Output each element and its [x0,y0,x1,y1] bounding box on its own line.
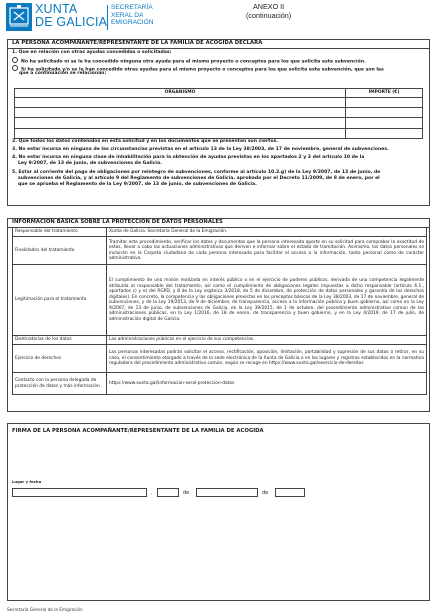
row-label: Legitimación para el tratamiento [13,265,107,336]
signature-title: FIRMA DE LA PERSONA ACOMPAÑANTE/REPRESENTANTE DE LA FAMILIA DE ACOGIDA [12,428,264,434]
day-input[interactable] [157,488,179,497]
organismo-cell[interactable] [15,118,346,128]
data-protection-section [7,218,430,412]
annex-subtitle: (continuación) [246,10,292,20]
comma-separator: , [151,490,153,496]
other-aid-header-row [15,89,423,98]
de-separator-1: de [183,490,190,496]
table-row [15,118,423,128]
table-row [15,108,423,118]
row-text: Tramitar este procedimiento, verificar los datos y documentos que la persona interesada aporte en su solicitud para comprobar la exactitud de estos, llevar a cabo las actuaciones administrativas que deriven e informar sobre el estado de tramitación. Asimismo, los datos personales se incluirán en la Carpeta ciudadana de cada persona interesada para facilitar el acceso a la información, tanto personal como de carácter administrativo. [107,237,427,265]
declaration-item-5 [12,170,380,188]
organismo-cell[interactable] [15,108,346,118]
option-no-aid-label: No ha solicitado ni se le ha concedido ninguna otra ayuda para el mismo proyecto o conceptos para los que solicita esta subvención. [21,59,366,65]
declaration-item-5-line-2: subvenciones de Galicia, y al artículo 9 del Reglamento de subvenciones de Galicia, aprobado por el Decreto 11/2009, de 8 de enero, por el [18,176,380,181]
table-row [15,98,423,108]
table-row [13,237,427,265]
table-row [13,228,427,237]
page-header [6,3,436,35]
organismo-cell[interactable] [15,128,346,138]
importe-cell[interactable] [346,128,423,138]
row-label: Responsable del tratamiento [13,228,107,237]
page-footer: Secretaría General de la Emigración [7,607,83,612]
row-text: https://www.xunta.gal/informacion-xeral-proteccion-datos [107,373,427,395]
declaration-item-4-line-1: 4. No estar incursa en ninguna clase de inhabilitación para la obtención de ayudas previstas en los apartados 2 y 3 del artículo 10 de la [12,155,365,160]
radio-yes-aid[interactable] [12,65,18,71]
declaration-item-1: 1. Que en relación con otras ayudas concedidas o solicitadas: [12,50,172,55]
row-text: Las administraciones públicas en el ejercicio de sus competencias. [107,336,427,345]
importe-cell[interactable] [346,118,423,128]
logo-name-text: XUNTA DE GALICIA [35,2,108,29]
row-text: Las personas interesadas podrán solicitar el acceso, rectificación, oposición, limitación, portabilidad y supresión de sus datos o retirar, en su caso, el consentimiento otorgado a través de la sede electrónica de la Xunta de Galicia o en los lugares y registros establecidos en la normativa reguladora del procedimiento administrativo común, según se recoge en https://www.xunta.gal/exercicio-de-dereitos [107,345,427,373]
month-input[interactable] [196,488,258,497]
row-text: El cumplimiento de una misión realizada en interés público o en el ejercicio de poderes públicos, derivada de una competencia legalmente atribuida al responsable del tratamiento, así como el cumplimiento de obligaciones legales impuestas a dicho responsable (artículo 6.1., apartados c) y e) del RGPD, y 8 de la Ley orgánica 3/2018, de 5 de diciembre, de protección de datos personales y garantía de los derechos digitales). En concreto, la competencia y las obligaciones previstas en los preceptos básicos de la Ley 38/2003, de 17 de noviembre, general de subvenciones, y de la Ley 19/2013, de 9 de diciembre, de transparencia, acceso a la información pública y buen gobierno, así como en la Ley 9/2007, de 13 de junio, de subvenciones de Galicia, en la Ley 39/2015, de 1 de octubre, del procedimiento administrativo común de las administraciones públicas, en la Ley 1/2016, de 18 de enero, de transparencia y buen gobierno, y en la Ley 4/2019, de 17 de julio, de administración digital de Galicia. [107,265,427,336]
table-row [13,265,427,336]
annex-title-text: ANEXO II [253,2,285,11]
option-yes-aid-label: Sí ha solicitado y/o se le han concedido otras ayudas para el mismo proyecto o conceptos para los que solicita esta subvención, que son las [21,67,384,73]
declaration-item-3: 3. No estar incursa en ninguna de las circunstancias previstas en el artículo 13 de la Ley 38/2003, de 17 de noviembre, general de subvenciones. [12,147,389,152]
declaration-item-5-line-1: 5. Estar al corriente del pago de obligaciones por reintegro de subvenciones, conforme al artículo 10.2.g) de la Ley 9/2007, de 13 de junio, de [12,170,381,175]
year-input[interactable] [275,488,305,497]
place-date-label: Lugar y fecha [12,479,42,484]
logo-name [35,3,107,29]
xunta-logo-icon [6,3,32,31]
organismo-cell[interactable] [15,98,346,108]
de-separator-2: de [262,490,269,496]
table-row [15,128,423,138]
col-organismo: ORGANISMO [15,89,346,98]
place-input[interactable] [12,488,147,497]
row-label: Ejercicio de derechos [13,345,107,373]
table-row [13,373,427,395]
annex-title [246,3,291,21]
table-row [13,345,427,373]
row-text: Xunta de Galicia. Secretaría General de la Emigración. [107,228,427,237]
col-importe: IMPORTE (€) [346,89,423,98]
declaration-item-4 [12,155,364,167]
importe-cell[interactable] [346,98,423,108]
data-protection-table [12,227,427,395]
table-row [13,336,427,345]
declaration-item-5-line-3: que se aprueba el Reglamento de la Ley 9/2007, de 13 de junio, de subvenciones de Galicia. [18,182,257,187]
logo-subtitle-text: SECRETARÍA XERAL DA EMIGRACIÓN [111,4,154,27]
signature-section [7,423,430,601]
logo-subtitle [111,4,154,27]
option-yes-aid-cont: que a continuación se relacionan: [19,71,107,76]
declaration-title: LA PERSONA ACOMPAÑANTE/REPRESENTANTE DE LA FAMILIA DE ACOGIDA DECLARA [8,40,429,49]
data-protection-title: INFORMACIÓN BÁSICA SOBRE LA PROTECCIÓN DE DATOS PERSONALES [8,219,429,228]
row-label: Finalidades del tratamiento [13,237,107,265]
declaration-item-2: 2. Que todos los datos contenidos en esta solicitud y en los documentos que se presentan son ciertos. [12,139,279,144]
importe-cell[interactable] [346,108,423,118]
row-label: Contacto con la persona delegada de protección de datos y más información [13,373,107,395]
other-aid-table [14,88,423,139]
declaration-section [7,39,430,206]
radio-no-aid[interactable] [12,57,18,63]
logo-divider [107,5,108,30]
declaration-item-4-line-2: Ley 9/2007, de 13 de junio, de subvenciones de Galicia. [18,161,162,166]
row-label: Destinatarias de los datos [13,336,107,345]
